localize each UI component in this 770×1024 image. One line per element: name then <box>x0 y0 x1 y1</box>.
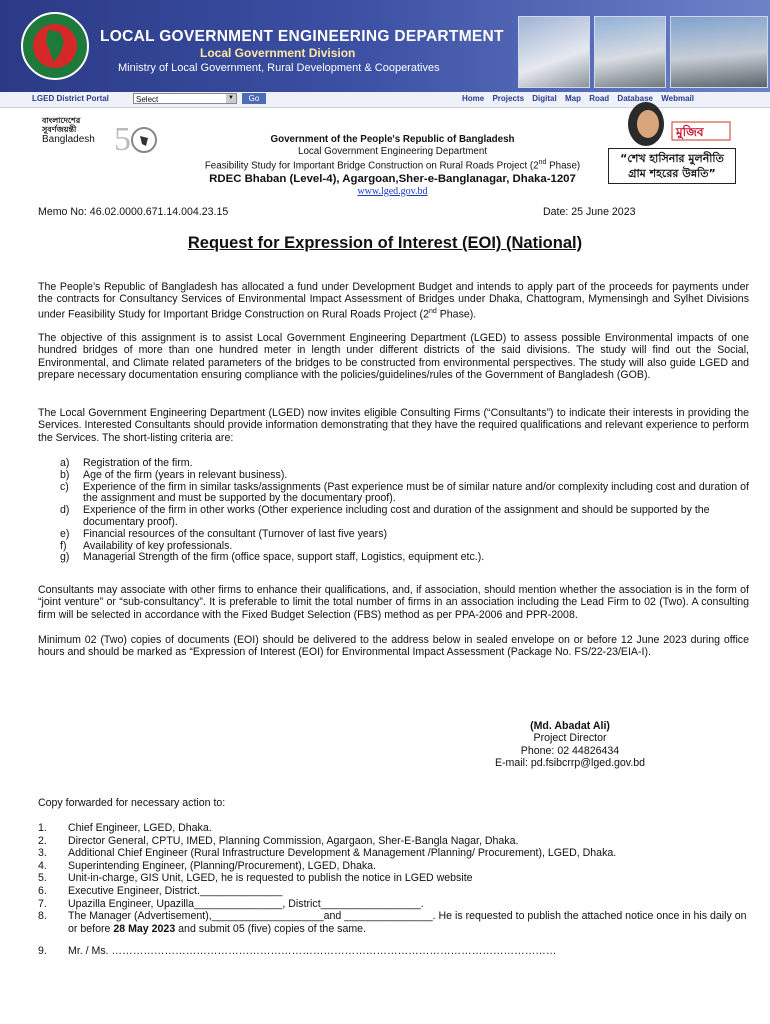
nav-home-link[interactable]: Home <box>462 94 485 103</box>
list-item-key: b) <box>60 468 70 481</box>
nav-webmail-link[interactable]: Webmail <box>661 94 694 103</box>
paragraph-5: Minimum 02 (Two) copies of documents (EOI) should be delivered to the address below in sealed envelope on or before 12 June 2023 during office hours and should be marked as “Expression of Interest (EOI) for Environmental Impact Assessment (Package No. FS/22-23/EIA-I). <box>38 634 749 659</box>
banner-photo-flyover <box>670 16 768 88</box>
slogan-line1: “শেখ হাসিনার মুলনীতি <box>620 152 724 165</box>
list-item <box>38 898 750 911</box>
district-select-value: Select <box>136 95 159 104</box>
list-item <box>38 910 750 935</box>
signatory-designation: Project Director <box>533 732 607 745</box>
nav-road-database-link[interactable]: Road Database <box>589 94 653 103</box>
list-item-text: Chief Engineer, LGED, Dhaka. <box>68 822 212 834</box>
list-item-text: Experience of the firm in similar tasks/assignments (Past experience must be of similar nature and/or complexity including cost and duration of the assignment and must be supported by the documentary proof). <box>83 480 749 505</box>
list-item-text: Director General, CPTU, IMED, Planning Commission, Agargaon, Sher-E-Bangla Nagar, Dhaka. <box>68 834 519 847</box>
logo-text-line2: সুবর্ণজয়ন্তী <box>42 125 77 134</box>
letterhead-text <box>150 134 635 197</box>
website-link[interactable]: www.lged.gov.bd <box>357 185 428 197</box>
copy-forwarded-heading: Copy forwarded for necessary action to: <box>38 797 226 809</box>
paragraph-1 <box>38 281 749 320</box>
list-item-key: 7. <box>38 897 47 910</box>
list-item-key: 6. <box>38 884 47 897</box>
list-item-text-end: and submit 05 (five) copies of the same. <box>175 922 366 935</box>
signature-block <box>440 720 700 770</box>
list-item-text: Unit-in-charge, GIS Unit, LGED, he is requested to publish the notice in LGED website <box>68 872 473 885</box>
list-item-key: 8. <box>38 910 47 923</box>
list-item-text: Additional Chief Engineer (Rural Infrastructure Development & Management /Planning/ Procurement), LGED, Dhaka. <box>68 847 617 860</box>
project-line-text: Feasibility Study for Important Bridge Construction on Rural Roads Project (2 <box>204 160 539 172</box>
address-line: RDEC Bhaban (Level-4), Agargoan,Sher-e-Banglanagar, Dhaka-1207 <box>209 172 576 185</box>
list-item-key: e) <box>60 527 70 540</box>
bangladesh-emblem-icon <box>20 8 90 84</box>
list-item-key: 2. <box>38 834 47 847</box>
nav-projects-link[interactable]: Projects <box>492 94 525 103</box>
list-item <box>38 835 750 848</box>
logo-text-line1: বাংলাদেশের <box>42 116 81 125</box>
list-item-key: c) <box>60 480 69 493</box>
list-item <box>38 945 750 958</box>
list-item-text: Executive Engineer, District.______________ <box>68 884 283 897</box>
banner-photo-building <box>518 16 590 88</box>
chevron-down-icon: ▼ <box>226 94 236 103</box>
slogan-box <box>608 148 736 184</box>
project-line-end: Phase) <box>546 160 581 172</box>
list-item <box>60 482 750 506</box>
slogan-line2: গ্রাম শহরের উন্নতি” <box>628 167 716 180</box>
list-item-deadline: 28 May 2023 <box>113 922 176 935</box>
list-item-text: Mr. / Ms. ……………………………………………………………………………………………………………… <box>68 945 557 958</box>
district-portal-label: LGED District Portal <box>32 94 109 103</box>
list-item-key: f) <box>60 539 67 552</box>
signatory-phone: Phone: 02 44826434 <box>520 744 620 757</box>
list-item-key: g) <box>60 551 70 564</box>
svg-text:5: 5 <box>114 121 131 158</box>
list-item-key: 9. <box>38 945 47 958</box>
paragraph-1-end: Phase). <box>436 308 477 321</box>
list-item-key: d) <box>60 504 70 517</box>
project-line-sup: nd <box>538 159 547 166</box>
list-item-text: Financial resources of the consultant (Turnover of last five years) <box>83 527 388 540</box>
list-item-key: a) <box>60 457 70 469</box>
page-title: Request for Expression of Interest (EOI) (National) <box>187 234 583 252</box>
gov-line: Government of the People's Republic of Bangladesh <box>270 134 515 145</box>
memo-date: Date: 25 June 2023 <box>543 206 636 218</box>
paragraph-1-sup: nd <box>428 307 437 315</box>
sheikh-hasina-portrait <box>624 100 734 150</box>
list-item-text: Experience of the firm in other works (Other experience including cost and duration of the assignment and should be supported by the documentary proof). <box>83 504 710 528</box>
list-item <box>38 872 750 885</box>
list-item-text: Upazilla Engineer, Upazilla_______________, District_________________. <box>68 897 424 910</box>
list-item-key: 3. <box>38 847 47 860</box>
list-item-text: Registration of the firm. <box>83 457 193 469</box>
paragraph-2: The objective of this assignment is to assist Local Government Engineering Department (LGED) to assess possible Environmental impacts of one hundred bridges of more than one hundred meter in length under different districts of the said divisions. The study will find out the Social, Environmental, and Climate related parameters of the bridges to be constructed from environmental perspectives. The study will also guide LGED and prepare necessary documentation ensuring compliance with the policies/guidelines/rules of the Government of Bangladesh (GOB). <box>38 332 749 381</box>
list-item-text: Superintending Engineer, (Planning/Procurement), LGED, Dhaka. <box>68 859 376 872</box>
dept-line: Local Government Engineering Department <box>298 145 487 157</box>
nav-digital-map-link[interactable]: Digital Map <box>532 94 581 103</box>
paragraph-3: The Local Government Engineering Department (LGED) now invites eligible Consulting Firms (“Consultants”) to indicate their interests in providing the Services. Interested Consultants should provide information demonstrating that they have the required qualifications and relevant experience to perform the Services. The short-listing criteria are: <box>38 407 749 444</box>
list-item-key: 1. <box>38 822 47 834</box>
project-line <box>150 157 635 172</box>
go-button[interactable]: Go <box>242 93 266 104</box>
list-item-key: 4. <box>38 859 47 872</box>
copy-forwarded-list <box>38 822 750 958</box>
list-item-text: The Manager (Advertisement),___________________and _______________. He is requested to publish the attached notice once in his daily on or before <box>68 910 747 935</box>
list-item <box>38 885 750 898</box>
list-item <box>38 847 750 860</box>
golden-jubilee-logo <box>42 116 152 162</box>
list-item-text: Managerial Strength of the firm (office space, support staff, Logistics, equipment etc.). <box>83 551 485 564</box>
criteria-list <box>60 458 750 564</box>
logo-text-line3: Bangladesh <box>42 134 95 145</box>
banner-photo-road <box>594 16 666 88</box>
list-item <box>60 505 750 529</box>
list-item <box>60 552 750 564</box>
list-item <box>38 822 750 835</box>
signatory-name: (Md. Abadat Ali) <box>530 720 610 732</box>
signatory-email: E-mail: pd.fsibcrrp@lged.gov.bd <box>494 757 646 770</box>
site-banner <box>0 0 770 92</box>
list-item-text: Age of the firm (years in relevant business). <box>83 468 288 481</box>
list-item-key: 5. <box>38 872 47 885</box>
list-item <box>38 860 750 873</box>
list-item-text: Availability of key professionals. <box>83 539 233 552</box>
district-select[interactable] <box>133 93 237 104</box>
division-title: Local Government Division <box>200 46 356 60</box>
mujib-logo-text: মুজিব <box>676 125 704 139</box>
memo-number: Memo No: 46.02.0000.671.14.004.23.15 <box>38 206 229 218</box>
paragraph-4: Consultants may associate with other firms to enhance their qualifications, and, if association, should mention whether the association is in the form of “joint venture” or “sub-consultancy”. It is preferable to limit the total number of firms in an association including the Lead Firm to 02 (Two). A consulting firm will be selected in accordance with the Fixed Budget Selection (FBS) method as per PPA-2006 and PPR-2008. <box>38 584 749 621</box>
department-title: LOCAL GOVERNMENT ENGINEERING DEPARTMENT <box>100 28 504 45</box>
ministry-title: Ministry of Local Government, Rural Development & Cooperatives <box>118 62 440 74</box>
paragraph-1-text: The People’s Republic of Bangladesh has allocated a fund under Development Budget and intends to apply part of the proceeds for payments under the contracts for Consultancy Services of Environmental Impact Assessment of Bridges under Dhaka, Chattogram, Mymensingh and Sylhet Divisions under Feasibility Study for Important Bridge Construction on Rural Roads Project (2 <box>38 281 749 321</box>
